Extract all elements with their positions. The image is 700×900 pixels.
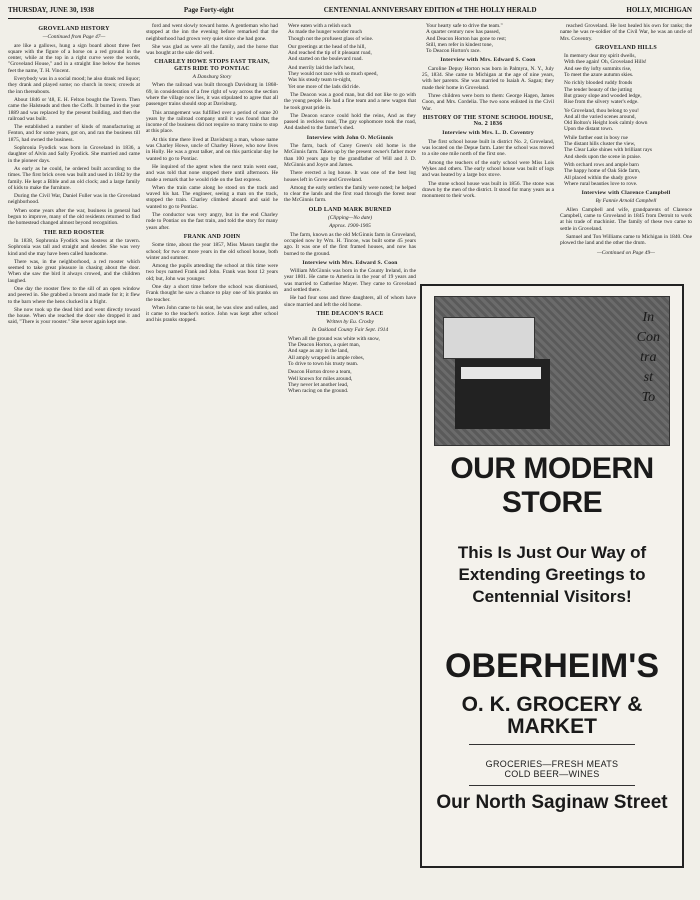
paragraph: He had four sons and three daughters, all of whom have since married and left the old home. — [284, 295, 416, 308]
heading-groveland-hills: GROVELAND HILLS — [595, 44, 657, 51]
paragraph: In 1838, Sophronia Fyodick was hostess at the tavern. Sophronia was tall and straight and slender. She was very kind and she may have been called handsome. — [8, 237, 140, 257]
verse: Our greetings at the head of the hill, And reached the tip of it pleasant road, And started on the boulevard road. — [288, 43, 372, 63]
header-location: HOLLY, MICHIGAN — [626, 6, 692, 14]
paragraph: When some years after the war, business in general had begun to improve, many of the old residents returned to find the homestead changed almost beyond recognition. — [8, 207, 140, 227]
store-sign — [461, 367, 541, 379]
paragraph: reached Groveland. He lost healed his own for ranks; the name he was re-soldier of the Civil War, he was an uncle of Mrs. Coventry. — [560, 23, 692, 42]
paragraph: She now took up the dead bird and went directly toward the house. When she reached the door she dropped it and said, "There is your rooster." She never again kept one. — [8, 306, 140, 326]
paragraph: When the train came along he stood on the track and waved his hat. The engineer, seeing a man on the track, stopped the train. Charley climbed aboard and said he wanted to go to Pontiac. — [146, 184, 278, 210]
oberheims-advertisement — [420, 284, 684, 868]
paragraph: About 1846 or '48, E. H. Felton bought the Tavern. Then came the Halsteads and then the Coffs. It burned in the year 1889 and was replaced by the present building, and then the railroad was built. — [8, 96, 140, 122]
paragraph: During the Civil War, Daniel Fuller was in the Groveland neighborhood. — [8, 193, 140, 206]
contrast-word: Con — [636, 330, 660, 345]
subheading: In Oakland County Fair Sept. 1914 — [311, 327, 389, 334]
heading-land-mark-burned: OLD LAND MARK BURNED — [308, 206, 392, 213]
column-3 — [284, 23, 416, 899]
verse: Your hearty safe to drive the team." A quarter century now has passed, And Deacon Horton has gone to rest; Still, men refer in kindest tone, To Deacon Horton's race. — [426, 23, 507, 55]
paragraph: William McGinnis was born in the County Ireland, in the year 1801. He came to America in the year of 19 years and was married to Catherine Mayer. They came to Groveland and settled there. — [284, 268, 416, 293]
paragraph: At this time there lived at Davisburg a man, whose name was Charley Howe, uncle of Charley Howe, who now lives in Holly. He was a great talker, and on this particular day he wanted to go to Pontiac. — [146, 136, 278, 162]
divider — [469, 785, 634, 786]
paragraph: The Deacon was a good man, but did not like to go with the young people. He had a fine team and a new wagon that he took great pride in. — [284, 91, 416, 111]
subheading: (Clipping—No date) — [327, 215, 373, 222]
paragraph: The farm, back of Carey Green's old home is the McGinnis farm. Taken up by the present owner's father more than 100 years ago by the grandfather of Will and J. D. McGinnis and Joyce and James. — [284, 143, 416, 168]
paragraph: This arrangement was fulfilled over a period of some 20 years by the railroad company until it was found that the income of the business did not require so many trains to stop at this place. — [146, 109, 278, 135]
heading-charley-howe: CHARLEY HOWE STOPS FAST TRAIN, GETS RIDE TO PONTIAC — [154, 59, 270, 72]
paragraph: She was glad as were all the family, and the horse that was bought at the sale did well. — [146, 43, 278, 57]
column-1 — [8, 23, 140, 899]
subheading: A Dansburg Story — [192, 74, 232, 81]
heading-coon-interview-2: Interview with Mrs. Edward S. Coon — [440, 57, 536, 64]
continued-note: —Continued from Page 47— — [42, 34, 106, 41]
paragraph: The conductor was very angry, but in the end Charley rode to Pontiac on the fast train, and told the story for many years after. — [146, 212, 278, 231]
contrast-word: tra — [640, 350, 657, 365]
heading-campbell-interview: Interview with Clarence Campbell — [581, 190, 671, 197]
paragraph: Three children were born to them: George Hagen, James Coon, and Mrs. Cordelia. The two sons enlisted in the Civil War. — [422, 92, 554, 112]
heading-deacons-race: THE DEACON'S RACE — [316, 310, 384, 317]
ad-store-subtitle: O. K. GROCERY & MARKET — [461, 693, 643, 738]
paragraph: Some time, about the year 1857, Miss Mason taught the school; for two or more years in the old school house, both winter and summer. — [146, 242, 278, 261]
verse: No richly blooded ruddy fronds The tender beauty of the jutting But grassy slope and wooded ledge, Rise from the silvery water's edge. — [564, 80, 642, 106]
verse: Ye Groveland, thou belong to you! And all the varied scenes around, Old Bolton's Height look calmly down Upon the distant town. — [564, 107, 648, 133]
header-page: Page Forty-eight — [183, 6, 234, 14]
contrast-word: In — [642, 310, 655, 325]
contrast-word: To — [641, 390, 656, 405]
subheading: Approx. 1900-1905 — [329, 223, 371, 230]
header-date: THURSDAY, JUNE 30, 1938 — [8, 6, 95, 14]
paragraph: There erected a log house. It was one of the best log houses left in Grove and Groveland. — [284, 170, 416, 183]
paragraph: The farm, known as the old McGinnis farm in Groveland, occupied now by Wm. H. Tincoe, was built some 45 years ago. It was one of the first framed houses, and now has burned to the ground. — [284, 231, 416, 257]
heading-mcginnis-interview: Interview with John O. McGinnis — [306, 134, 394, 141]
ad-store-name: OBERHEIM'S — [445, 647, 659, 685]
paragraph: Sophronia Fyodick was born in Groveland in 1836, a daughter of Alvin and Sally Fyodick. She married and came in the pioneer days. — [8, 145, 140, 164]
paragraph: The first school house built in district No. 2, Groveland, was located on the Depue farm. Later the school was moved to a site one mile north of the first one. — [422, 138, 554, 158]
heading-groveland-history: GROVELAND HISTORY — [38, 26, 110, 32]
paragraph: Among the teachers of the early school were Miss Lois Wykes and others. The early school house was built of logs and was heated by a large box stove. — [422, 159, 554, 179]
verse: When all the ground was white with snow, The Deacon Horton, a quiet man, And sage as any in the land, All amply wrapped in ample robes, To drive to town his trusty team. — [288, 335, 380, 367]
heading-frank-and-john: FRANK AND JOHN — [183, 233, 241, 240]
store-awning — [443, 317, 535, 359]
paragraph: When the railroad was built through Davisburg in 1868-69, in consideration of a free right of way across the section where the village now lies, it was stipulated to agree that all passenger trains should stop at Davisburg. — [146, 82, 278, 108]
paragraph: ford and went slowly toward home. A gentleman who had stopped at the inn the evening before remarked that the neighborhood had grown very quiet since she had gone. — [146, 23, 278, 42]
ad-title: OUR MODERN STORE — [450, 452, 654, 519]
paragraph: Allen Campbell and wife, grandparents of Clarence Campbell, came to Groveland in 1845 from Detroit to work at his trade of machinist. The family of these two came to settle in Groveland. — [560, 206, 692, 232]
verse: In memory dear my spirit dwells, With thee again! Oh, Groveland Hills! And see thy lofty summits rise, To meet the azure autumn skies. — [564, 53, 647, 79]
paragraph: When John came to his seat, he was slow and sullen, and it came to the teacher's notice. John was kept after school and his pranks stopped. — [146, 304, 278, 324]
verse: While farther east in bosy rue The distant hills cluster the view, The Clear Lake shines with brilliant rays And sheds upon the scene in praise. — [564, 134, 653, 160]
verse: Were eaten with a relish such As made the hunger wonder much Though not the profusest glass of wine. — [288, 23, 374, 42]
contrast-word: st — [643, 370, 653, 385]
continued-note: —Continued on Page 49— — [597, 249, 655, 256]
ad-greeting-text: This Is Just Our Way of Extending Greetings to Centennial Visitors! — [457, 543, 647, 606]
heading-stone-school: HISTORY OF THE STONE SCHOOL HOUSE, No. 2 1836 — [422, 114, 554, 128]
heading-coventry-interview: Interview with Mrs. L. D. Coventry — [442, 130, 534, 137]
column-2 — [146, 23, 278, 899]
paragraph: The Deacon scarce could hold the reins, And as they passed in reckless road, The gay sophomore took the road, And dashed to the farmer's shed. — [284, 112, 416, 132]
paragraph: Everybody was in a social mood; he also drank red liquor; they drank and played some; no church in town; crowds at the inn thereabouts. — [8, 76, 140, 95]
verse: With orchard rows and ample barn The happy home of Oak Side farm, All placed within the shady grove Where rural beauties love to rove. — [564, 161, 641, 187]
header-edition: CENTENNIAL ANNIVERSARY EDITION of THE HOLLY HERALD — [323, 6, 537, 14]
paragraph: One day a short time before the school was dismissed, Frank thought he saw a chance to play one of his pranks on the teacher. — [146, 283, 278, 303]
ad-products: GROCERIES—FRESH MEATS COLD BEER—WINES — [485, 759, 619, 779]
paragraph: As early as he could, he ordered built according to the times. The first brick oven was built and used in 1842 by the family. He kept a Bible and an old clock; and a large family of kids to make the furniture. — [8, 165, 140, 191]
paragraph: Among the early settlers the family were noted; he helped to clear the lands and the first road through the forest near the McGinnis farm. — [284, 184, 416, 204]
store-photo — [434, 296, 670, 446]
paragraph: Caroline Depuy Horton was born in Palmyra, N. Y., July 25, 1834. She came to Michigan at the age of nine years, with her parents. She was married to Isaiah A. Sagan; they made their home in Groveland. — [422, 65, 554, 91]
heading-coon-interview: Interview with Mrs. Edward S. Coon — [302, 259, 398, 266]
divider — [469, 744, 634, 745]
verse: And merrily laid the lad's heat, They would not race with so much speed, Was his steady team to-night, Yet one more of the lads did ride. — [288, 64, 378, 90]
paragraph: One day the rooster flew to the sill of an open window and peered in. She grabbed a broom and made for it; it flew to the barn where the hens clucked in a fright. — [8, 285, 140, 305]
verse: Deacon Horton drove a team, Well known for miles around, They never let another lead, When racing on the ground. — [288, 369, 353, 395]
in-contrast-vertical-text — [637, 308, 660, 408]
subheading: Written by Eu. Crosby — [326, 319, 374, 326]
page-header — [8, 6, 692, 19]
subheading: By Fannie Arnold Campbell — [595, 198, 657, 205]
paragraph: There was, in the neighborhood, a red rooster which seemed to take great pleasure in chasing about the door. When she saw the bird it always crowed, and the children laughed. — [8, 258, 140, 284]
heading-red-rooster: THE RED ROOSTER — [43, 229, 105, 236]
paragraph: are like a gallows, hung a sign board about three feet square with the figure of a horse on a red ground in the center, while at the top in a right curve were the words, "Groveland House," and in a straight line below the horses feet the name, T. H. Vincent. — [8, 42, 140, 74]
paragraph: The established a number of kinds of manufacturing at Fenton, and for some years, got on, and ran the business till 1875, had owned the business. — [8, 124, 140, 143]
paragraph: The stone school house was built in 1856. The stone was drawn by the men of the district. It stood for many years as a monument to their work. — [422, 180, 554, 200]
paragraph: Among the pupils attending the school at this time were two boys named Frank and John. Frank was bout 12 years old; but, John was younger. — [146, 263, 278, 282]
paragraph: He inquired of the agent when the next train went east, and was told that none stopped there until afternoon. He made a remark that he would ride on the fast express. — [146, 163, 278, 183]
ad-address: Our North Saginaw Street — [436, 792, 668, 813]
paragraph: Samuel and Ton Williams came to Michigan in 1840. One plowed the land and the other the drum. — [560, 233, 692, 247]
